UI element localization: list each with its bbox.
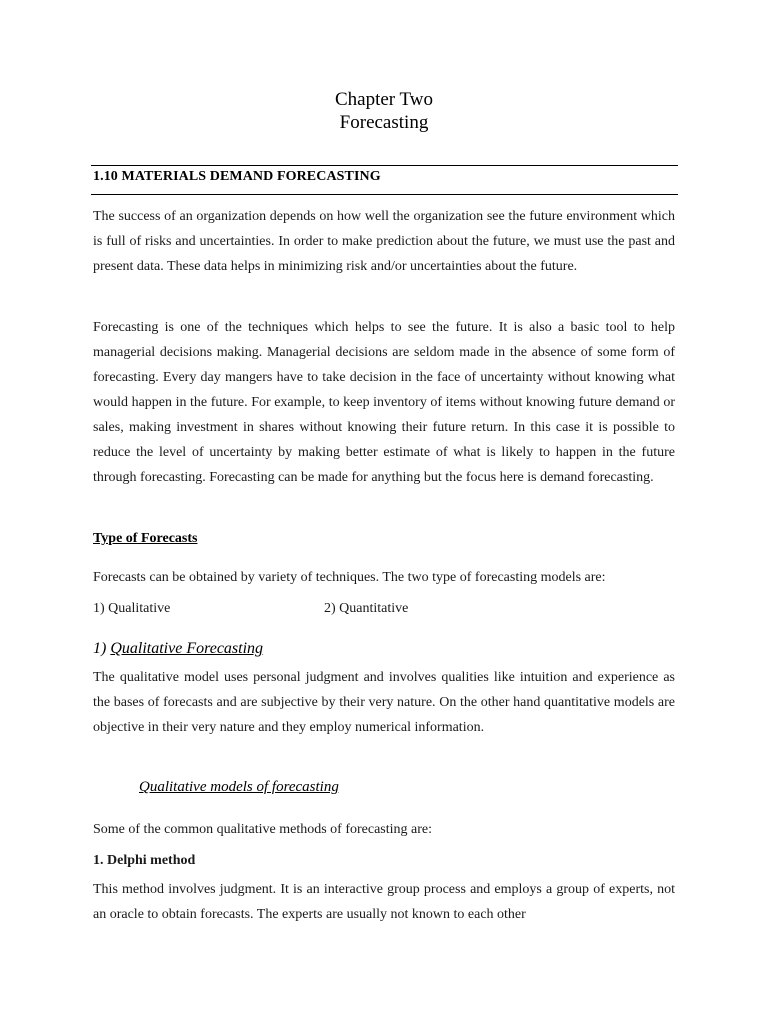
list-item-quantitative: 2) Quantitative [324,601,409,616]
delphi-method-heading: 1. Delphi method [93,853,196,868]
chapter-number: Chapter Two [334,89,434,110]
paragraph-forecasting: Forecasting is one of the techniques which helps to see the future. It is also a basic tool to help managerial decisions making. Managerial decisions are seldom made in the absence of some form of forecasting. Every day mangers have to take decision in the face of uncertainty without knowing what would happen in the future. For example, to keep inventory of items without knowing future demand or sales, making investment in shares without knowing their future return. In this case it is possible to reduce the level of uncertainty by making better estimate of what is likely to happen in the future through forecasting. Forecasting can be made for anything but the focus here is demand forecasting. [93,320,675,485]
paragraph-delphi: This method involves judgment. It is an interactive group process and employs a group of experts, not an oracle to obtain forecasts. The experts are usually not known to each other [93,882,675,922]
chapter-heading [0,88,768,134]
type-of-forecasts-heading: Type of Forecasts [93,531,198,546]
paragraph-common-methods: Some of the common qualitative methods of forecasting are: [93,822,433,837]
list-item-qualitative: 1) Qualitative [93,601,171,616]
paragraph-qualitative-model: The qualitative model uses personal judgment and involves qualities like intuition and experience as the bases of forecasts and are subjective by their very nature. On the other hand quantitative models are objective in their very nature and they employ numerical information. [93,670,675,735]
section-rule-bottom [91,194,678,195]
section-rule-top [91,165,678,166]
heading-number: 1) [93,640,111,657]
qualitative-forecasting-heading [93,640,263,658]
section-title: 1.10 MATERIALS DEMAND FORECASTING [93,169,381,184]
chapter-title: Forecasting [339,112,429,133]
qualitative-models-heading: Qualitative models of forecasting [139,779,339,795]
heading-text: Qualitative Forecasting [110,640,264,657]
paragraph-techniques: Forecasts can be obtained by variety of techniques. The two type of forecasting models are: [93,570,606,585]
paragraph-intro: The success of an organization depends on how well the organization see the future environment which is full of risks and uncertainties. In order to make prediction about the future, we must use the past and present data. These data helps in minimizing risk and/or uncertainties about the future. [93,209,675,274]
